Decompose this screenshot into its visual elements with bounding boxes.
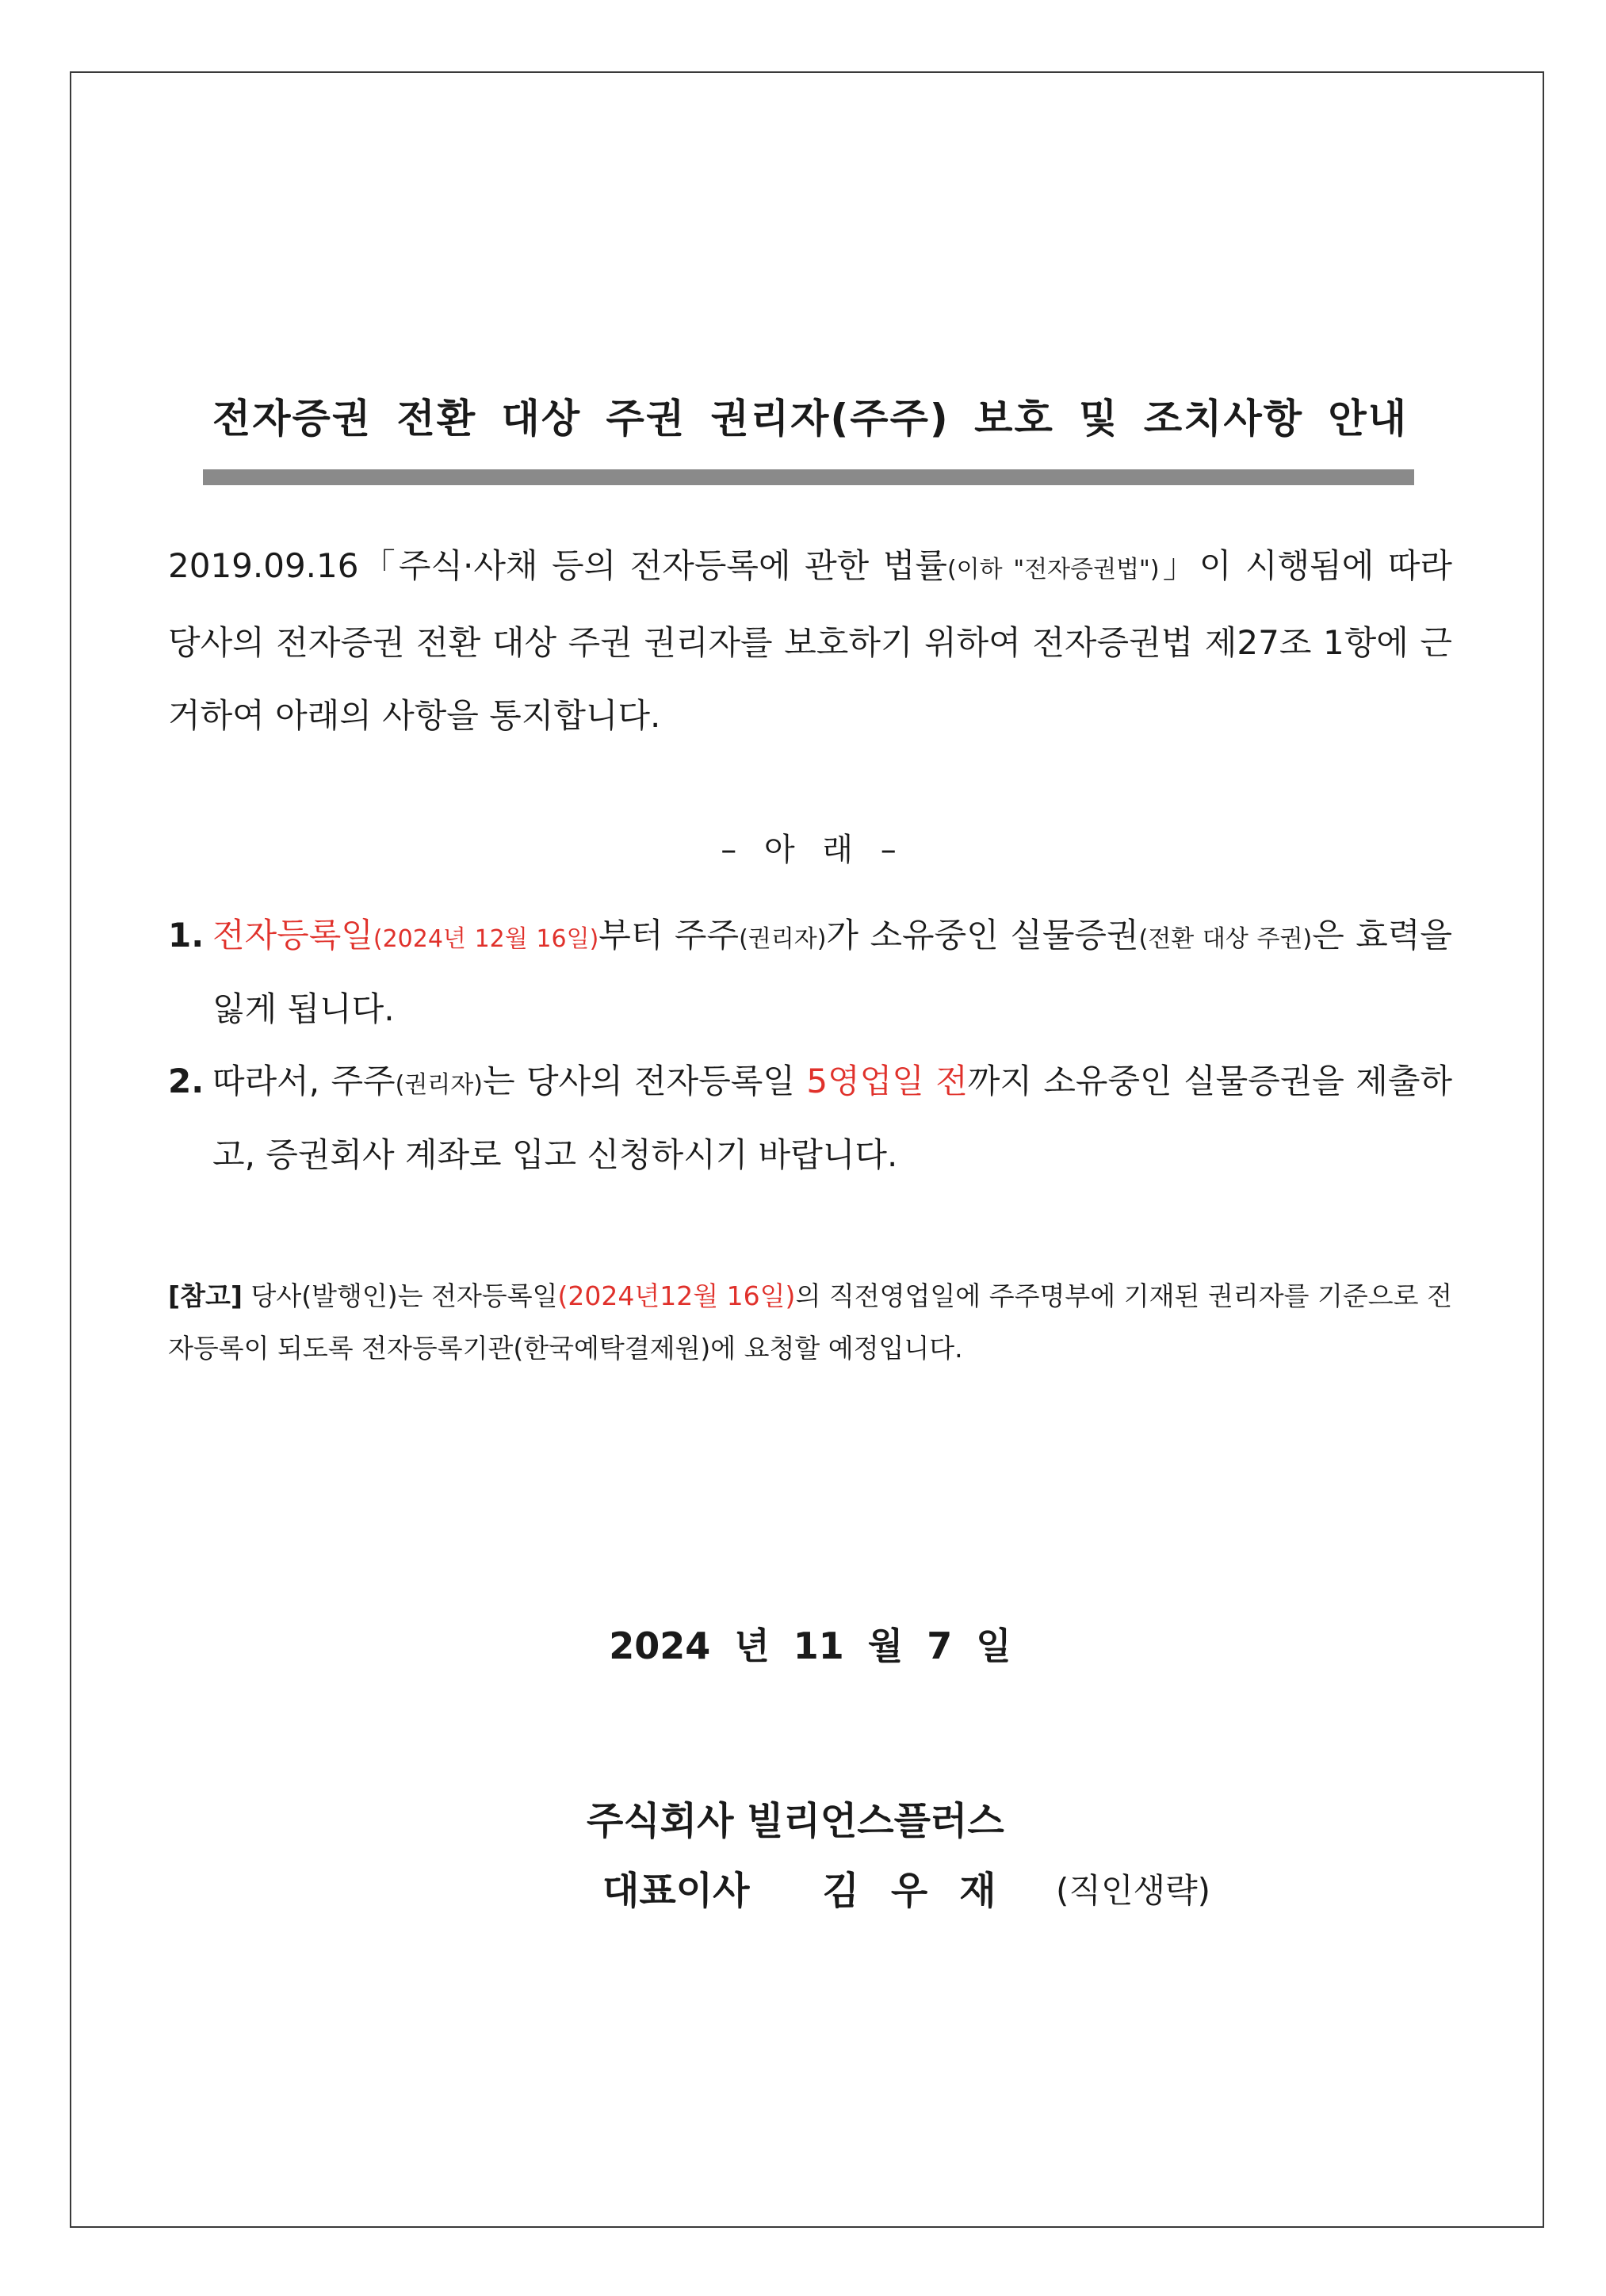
- note-text-a: 당사(발행인)는 전자등록일: [242, 1280, 558, 1311]
- item-body: [212, 901, 1452, 1044]
- item-red-text: 전자등록일: [212, 916, 373, 955]
- list-item: [168, 1047, 1452, 1190]
- intro-paragraph: [168, 530, 1452, 752]
- item-text-c: 은 효력을 잃게 됩니다.: [212, 916, 1452, 1028]
- note-text-b: 의 직전영업일에 주주명부에 기재된 권리자를 기준으로 전자등록이 되도록 전자등록기관(한국예탁결제원)에 요청할 예정입니다.: [168, 1280, 1452, 1364]
- item-text-b: 는 당사의 전자등록일: [482, 1062, 807, 1100]
- representative-line: [602, 1860, 1028, 1915]
- intro-text-3: 」이 시행됨에 따라 당사의 전자증권 전환 대상 주권 권리자를 보호하기 위하여 전자증권법 제27조 1항에 근거하여 아래의 사항을 통지합니다.: [168, 546, 1452, 735]
- item-body: [212, 1047, 1452, 1190]
- title-underline: [203, 469, 1414, 485]
- intro-text-1: 2019.09.16「주식·사채 등의 전자등록에 관한 법률: [168, 546, 947, 585]
- document-title: 전자증권 전환 대상 주권 권리자(주주) 보호 및 조치사항 안내: [212, 396, 1409, 442]
- seal-note: (직인생략): [1056, 1871, 1211, 1910]
- list-item: [168, 901, 1452, 1044]
- intro-text-2: (이하 "전자증권법"): [946, 556, 1160, 584]
- item-small-a: (권리자): [739, 925, 827, 953]
- item-small-b: (전환 대상 주권): [1138, 925, 1313, 953]
- item-red-text: 5영업일 전: [806, 1062, 968, 1100]
- note-red-text: (2024년12월 16일): [557, 1280, 796, 1311]
- item-text-a: 부터 주주: [598, 916, 740, 955]
- item-number: 2.: [168, 1062, 205, 1100]
- item-small-a: (권리자): [395, 1071, 483, 1099]
- note-label: [참고]: [168, 1280, 243, 1311]
- item-text-b: 가 소유중인 실물증권: [826, 916, 1139, 955]
- reference-note: [168, 1270, 1452, 1375]
- section-heading: – 아 래 –: [721, 832, 900, 868]
- item-text-c: 까지 소유중인 실물증권을 제출하고, 증권회사 계좌로 입고 신청하시기 바랍니다.: [212, 1062, 1453, 1174]
- item-text-a: 따라서, 주주: [212, 1062, 396, 1100]
- notice-date: 2024 년 11 월 7 일: [609, 1624, 1011, 1667]
- item-red-small: (2024년 12월 16일): [373, 925, 599, 953]
- company-name: 주식회사 빌리언스플러스: [587, 1799, 1004, 1843]
- representative-name: 김우재: [822, 1869, 1028, 1913]
- representative-title: 대표이사: [602, 1869, 750, 1913]
- item-number: 1.: [168, 916, 205, 955]
